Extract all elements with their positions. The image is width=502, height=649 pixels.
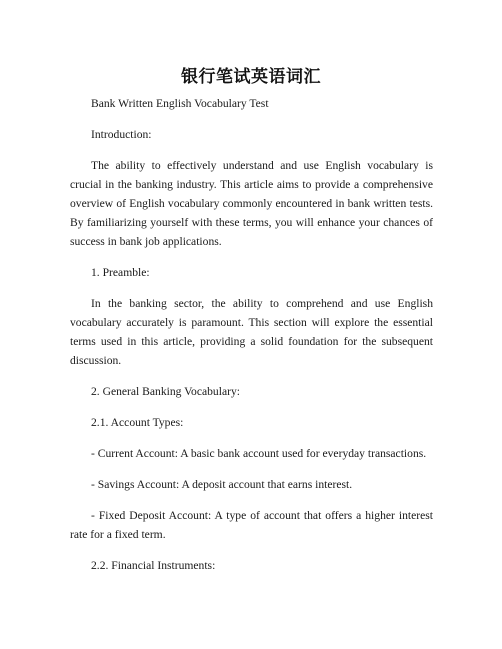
section-heading-general-vocabulary: 2. General Banking Vocabulary: (91, 385, 240, 398)
document-title: 银行笔试英语词汇 (181, 67, 321, 87)
list-item-savings-account: - Savings Account: A deposit account that earns interest. (91, 478, 353, 491)
introduction-paragraph: The ability to effectively understand and use English vocabulary is crucial in the banking industry. This article aims to provide a comprehensive overview of English vocabulary commonly encountered in bank written tests. By familiarizing yourself with these terms, you will enhance your chances of success in bank job applications. (70, 159, 433, 248)
preamble-paragraph: In the banking sector, the ability to comprehend and use English vocabulary accurately is paramount. This section will explore the essential terms used in this article, providing a solid foundation for the subsequent discussion. (70, 297, 433, 367)
subtitle-paragraph: Bank Written English Vocabulary Test (91, 97, 269, 110)
document-body (70, 94, 433, 575)
subsection-heading-financial-instruments: 2.2. Financial Instruments: (91, 559, 216, 572)
introduction-heading: Introduction: (91, 128, 152, 141)
subsection-heading-account-types: 2.1. Account Types: (91, 416, 184, 429)
list-item-current-account: - Current Account: A basic bank account used for everyday transactions. (91, 447, 427, 460)
preamble-heading: 1. Preamble: (91, 266, 150, 279)
list-item-fixed-deposit-account: - Fixed Deposit Account: A type of account that offers a higher interest rate for a fixed term. (70, 509, 433, 541)
